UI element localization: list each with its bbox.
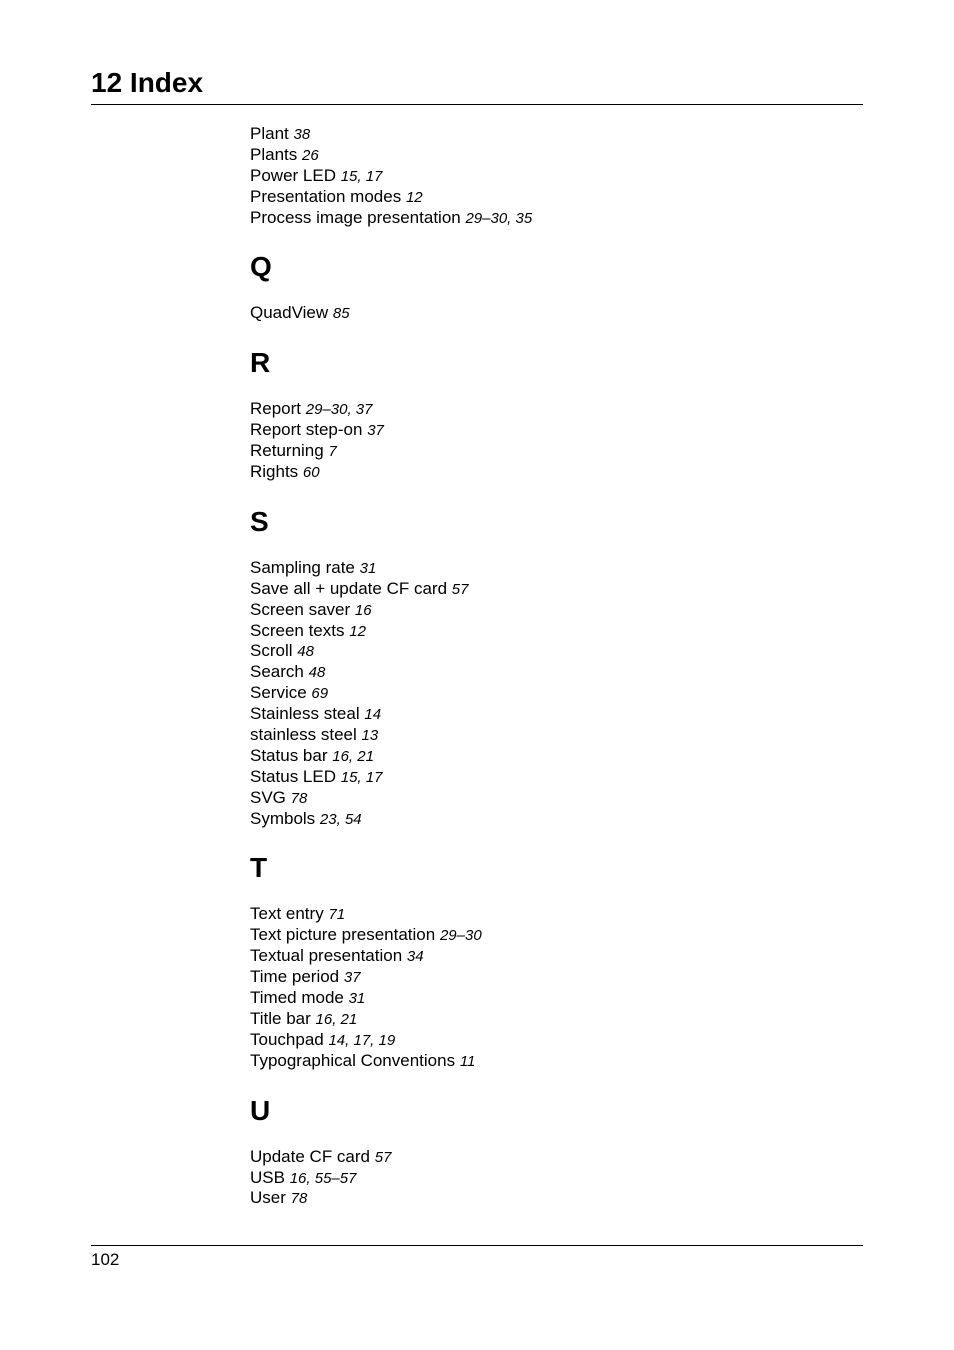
index-entry: [250, 303, 850, 324]
header-rule: [91, 104, 863, 105]
page-references: 15, 17: [340, 768, 383, 786]
section-spacer: [250, 284, 850, 303]
index-term: Status bar: [250, 745, 328, 765]
page-references: 38: [293, 126, 311, 143]
section-spacer: [250, 324, 850, 346]
index-term: Status LED: [250, 766, 336, 786]
index-entry: [250, 1168, 850, 1189]
index-term: Report: [250, 399, 302, 419]
index-term: Textual presentation: [250, 946, 403, 966]
page-references: 48: [308, 664, 326, 682]
index-term: Typographical Conventions: [250, 1050, 456, 1070]
section-spacer: [250, 380, 850, 399]
index-entry: [250, 1051, 850, 1072]
index-section: [250, 228, 850, 324]
page-references: 7: [328, 443, 337, 461]
page-references: 29–30, 37: [305, 401, 373, 419]
index-entry: [250, 725, 850, 746]
page-references: 13: [361, 727, 379, 745]
page-references: 78: [290, 789, 308, 807]
section-letter: S: [250, 505, 269, 537]
index-term: Process image presentation: [250, 207, 461, 227]
index-column: [250, 124, 850, 1209]
index-term: Text picture presentation: [250, 925, 436, 945]
index-entry: [250, 208, 850, 229]
index-term: Returning: [250, 441, 324, 461]
section-spacer: [250, 228, 850, 250]
index-term: Timed mode: [250, 988, 344, 1008]
index-term: Update CF card: [250, 1146, 370, 1166]
index-term: Screen texts: [250, 620, 345, 640]
index-entry: [250, 767, 850, 788]
index-entry: [250, 621, 850, 642]
index-term: Time period: [250, 967, 340, 987]
section-letter: Q: [250, 251, 272, 283]
index-entry: [250, 1188, 850, 1209]
index-entry: [250, 462, 850, 483]
page-references: 29–30, 35: [465, 209, 533, 227]
page-references: 14: [364, 706, 382, 724]
index-term: QuadView: [250, 303, 329, 323]
index-term: Title bar: [250, 1008, 311, 1028]
index-term: Symbols: [250, 808, 316, 828]
page-references: 48: [297, 643, 314, 661]
index-entry: [250, 399, 850, 420]
page-references: 14, 17, 19: [328, 1031, 396, 1049]
index-entry: [250, 967, 850, 988]
page-references: 15, 17: [340, 167, 383, 185]
index-term: Report step-on: [250, 420, 363, 440]
page-references: 12: [405, 188, 423, 206]
page-references: 26: [301, 146, 319, 164]
page-references: 37: [343, 969, 361, 987]
page-references: 71: [328, 906, 346, 924]
index-entry: [250, 187, 850, 208]
index-entry: [250, 1009, 850, 1030]
page-references: 23, 54: [319, 810, 362, 828]
index-entry: [250, 662, 850, 683]
page-references: 57: [374, 1148, 392, 1166]
index-term: SVG: [250, 787, 286, 807]
index-entry: [250, 166, 850, 187]
section-spacer: [250, 483, 850, 505]
page-references: 57: [451, 580, 469, 598]
index-entry: [250, 124, 850, 145]
section-spacer: [250, 1072, 850, 1094]
chapter-title: 12 Index: [91, 67, 204, 98]
section-spacer: [250, 885, 850, 904]
index-term: Search: [250, 662, 304, 682]
index-entry: [250, 946, 850, 967]
index-section: [250, 324, 850, 483]
index-entry: [250, 579, 850, 600]
index-entry: [250, 420, 850, 441]
index-entry: [250, 925, 850, 946]
index-entry: [250, 600, 850, 621]
index-term: Service: [250, 683, 307, 703]
index-term: Save all + update CF card: [250, 578, 448, 598]
index-term: Rights: [250, 462, 299, 482]
index-term: Touchpad: [250, 1029, 324, 1049]
page-references: 11: [459, 1052, 476, 1070]
page-references: 16: [354, 601, 372, 619]
index-term: Text entry: [250, 904, 324, 924]
index-entry: [250, 145, 850, 166]
index-term: USB: [250, 1167, 285, 1187]
page-references: 16, 21: [332, 747, 374, 765]
page-references: 12: [349, 622, 366, 640]
page-references: 16, 55–57: [289, 1169, 357, 1187]
index-entry: [250, 788, 850, 809]
index-term: Scroll: [250, 641, 293, 661]
page-number: 102: [91, 1250, 120, 1269]
index-entry: [250, 746, 850, 767]
index-entry: [250, 1147, 850, 1168]
index-entry: [250, 683, 850, 704]
section-spacer: [250, 539, 850, 558]
page-references: 31: [348, 990, 366, 1008]
page-references: 29–30: [439, 927, 482, 945]
section-letter: T: [250, 852, 268, 884]
index-entry: [250, 441, 850, 462]
page-references: 37: [367, 422, 384, 440]
page-references: 78: [290, 1190, 308, 1208]
index-entry: [250, 988, 850, 1009]
index-section: [250, 1072, 850, 1210]
footer-rule: [91, 1245, 863, 1246]
page-references: 16, 21: [315, 1010, 358, 1028]
index-term: Plants: [250, 144, 298, 164]
page-references: 69: [311, 685, 329, 703]
index-entry: [250, 904, 850, 925]
section-spacer: [250, 829, 850, 851]
index-section: [250, 829, 850, 1071]
index-entry: [250, 1030, 850, 1051]
index-term: Plant: [250, 124, 289, 143]
index-term: Sampling rate: [250, 557, 355, 577]
index-entry: [250, 558, 850, 579]
section-letter: R: [250, 347, 271, 379]
index-section: [250, 483, 850, 830]
index-term: User: [250, 1188, 286, 1208]
page-references: 60: [302, 464, 320, 482]
section-letter: U: [250, 1094, 271, 1126]
index-term: stainless steel: [250, 725, 357, 745]
index-term: Power LED: [250, 165, 336, 185]
index-term: Stainless steal: [250, 704, 360, 724]
section-spacer: [250, 1128, 850, 1147]
index-entry: [250, 641, 850, 662]
page-references: 34: [406, 948, 424, 966]
index-entry: [250, 704, 850, 725]
page-references: 31: [359, 559, 377, 577]
index-term: Presentation modes: [250, 186, 402, 206]
page-references: 85: [332, 305, 350, 323]
index-term: Screen saver: [250, 599, 351, 619]
index-section: [250, 124, 850, 228]
index-entry: [250, 809, 850, 830]
